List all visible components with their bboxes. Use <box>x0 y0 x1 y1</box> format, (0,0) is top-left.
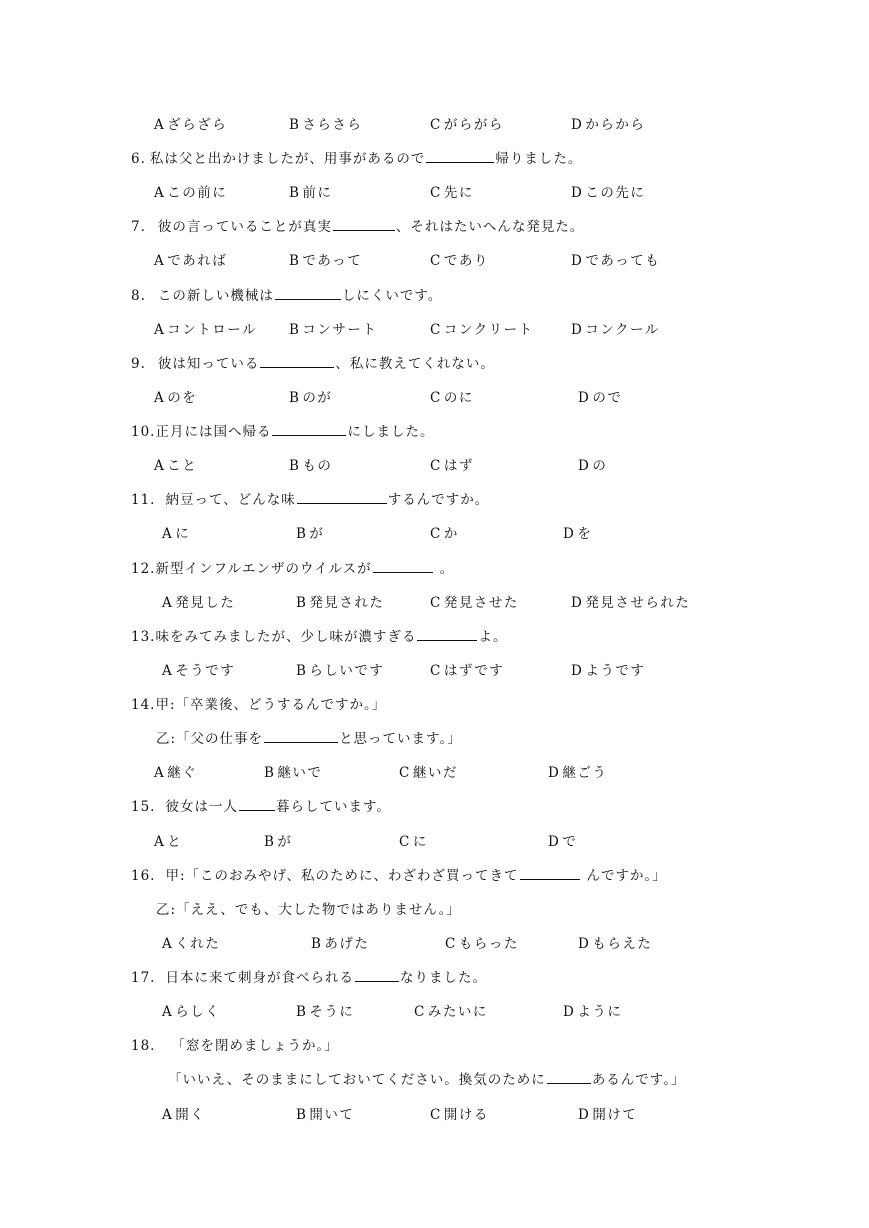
q18-option-c: C 開ける <box>430 1107 489 1123</box>
q15-question: 15. 彼女は一人 暮らしています。 <box>131 795 391 815</box>
q11-blank <box>297 489 387 504</box>
q17-option-d: D ように <box>563 1004 623 1020</box>
q10-option-d: D の <box>578 458 608 474</box>
q16-blank <box>520 865 580 880</box>
q12-option-d: D 発見させられた <box>571 595 691 611</box>
q12-option-a: A 発見した <box>162 595 236 611</box>
q10-option-b: B もの <box>289 458 333 474</box>
q18-question-line2: 「いいえ、そのままにしておいてください。換気のために あるんです。」 <box>168 1068 685 1088</box>
q13-option-a: A そうです <box>162 663 236 679</box>
q18-option-d: D 開けて <box>578 1107 638 1123</box>
q14-option-d: D 継ごう <box>548 765 608 781</box>
q11-option-b: B が <box>296 526 325 542</box>
q7-option-d: D であっても <box>571 253 661 269</box>
q16-option-c: C もらった <box>445 936 519 952</box>
q18-option-b: B 開いて <box>296 1107 355 1123</box>
q9-option-d: D ので <box>578 390 623 406</box>
q9-blank <box>260 353 334 368</box>
q7-option-c: C であり <box>430 253 489 269</box>
q13-blank <box>417 626 477 641</box>
q13-option-b: B らしいです <box>296 663 385 679</box>
q17-blank <box>355 967 399 982</box>
q9-question: 9. 彼は知っている 、私に教えてくれない。 <box>131 352 495 372</box>
q18-blank <box>547 1069 591 1084</box>
q14-option-b: B 継いで <box>264 765 323 781</box>
q17-question: 17. 日本に来て刺身が食べられる なりました。 <box>131 966 487 986</box>
q14-option-a: A 継ぐ <box>154 765 198 781</box>
q13-option-d: D ようです <box>571 663 646 679</box>
q11-option-a: A に <box>162 526 191 542</box>
q15-blank <box>239 796 275 811</box>
q15-option-d: D で <box>548 834 578 850</box>
q10-blank <box>272 421 346 436</box>
q13-option-c: C はずです <box>430 663 505 679</box>
q9-option-c: C のに <box>430 390 474 406</box>
q6-option-b: B 前に <box>289 185 333 201</box>
q13-question: 13.味をみてみましたが、少し味が濃すぎる よ。 <box>131 625 507 645</box>
q15-option-b: B が <box>264 834 293 850</box>
q9-option-a: A のを <box>154 390 198 406</box>
q10-option-a: A こと <box>154 458 198 474</box>
q7-option-a: A であれば <box>154 253 228 269</box>
q11-option-c: C か <box>430 526 459 542</box>
q11-option-d: D を <box>563 526 593 542</box>
q8-option-a: A コントロール <box>154 322 257 338</box>
q16-option-d: D もらえた <box>578 936 653 952</box>
q8-question: 8. この新しい機械は しにくいです。 <box>131 284 442 304</box>
q5-option-a: A ざらざら <box>154 117 228 133</box>
q18-option-a: A 開く <box>162 1107 206 1123</box>
q6-option-a: A この前に <box>154 185 228 201</box>
q8-option-c: C コンクリート <box>430 322 534 338</box>
q7-option-b: B であって <box>289 253 363 269</box>
q7-blank <box>333 216 395 231</box>
q12-option-b: B 発見された <box>296 595 385 611</box>
q12-option-c: C 発見させた <box>430 595 519 611</box>
q14-blank <box>264 728 338 743</box>
q6-option-c: C 先に <box>430 185 474 201</box>
q5-option-b: B さらさら <box>289 117 363 133</box>
q12-question: 12.新型インフルエンザのウイルスが 。 <box>131 557 454 577</box>
q10-option-c: C はず <box>430 458 474 474</box>
q7-question: 7. 彼の言っていることが真実 、それはたいへんな発見た。 <box>131 215 584 235</box>
q15-option-c: C に <box>399 834 428 850</box>
q18-question: 18. 「窓を閉めましょうか。」 <box>131 1038 339 1054</box>
q14-question-line2: 乙:「父の仕事を と思っています。」 <box>156 727 462 747</box>
q6-question: 6. 私は父と出かけましたが、用事があるので 帰りました。 <box>131 147 582 167</box>
q17-option-c: C みたいに <box>414 1004 488 1020</box>
q5-option-c: C がらがら <box>430 117 504 133</box>
q15-option-a: A と <box>154 834 183 850</box>
q16-option-b: B あげた <box>311 936 370 952</box>
q8-option-b: B コンサート <box>289 322 378 338</box>
q9-option-b: B のが <box>289 390 333 406</box>
q17-option-a: A らしく <box>162 1004 221 1020</box>
q11-question: 11. 納豆って、どんな味 するんですか。 <box>131 488 489 508</box>
q16-option-a: A くれた <box>162 936 221 952</box>
q14-option-c: C 継いだ <box>399 765 458 781</box>
q6-blank <box>426 148 494 163</box>
q8-option-d: D コンクール <box>571 322 660 338</box>
q16-question: 16. 甲:「このおみやげ、私のために、わざわざ買ってきて んですか。」 <box>131 864 667 884</box>
q5-option-d: D からから <box>571 117 646 133</box>
q17-option-b: B そうに <box>296 1004 355 1020</box>
q12-blank <box>373 558 433 573</box>
q14-question: 14.甲:「卒業後、どうするんですか。」 <box>131 697 387 713</box>
q10-question: 10.正月には国へ帰る にしました。 <box>131 420 434 440</box>
q16-question-line2: 乙:「ええ、でも、大した物ではありません。」 <box>156 902 461 918</box>
q6-option-d: D この先に <box>571 185 646 201</box>
q8-blank <box>275 285 341 300</box>
